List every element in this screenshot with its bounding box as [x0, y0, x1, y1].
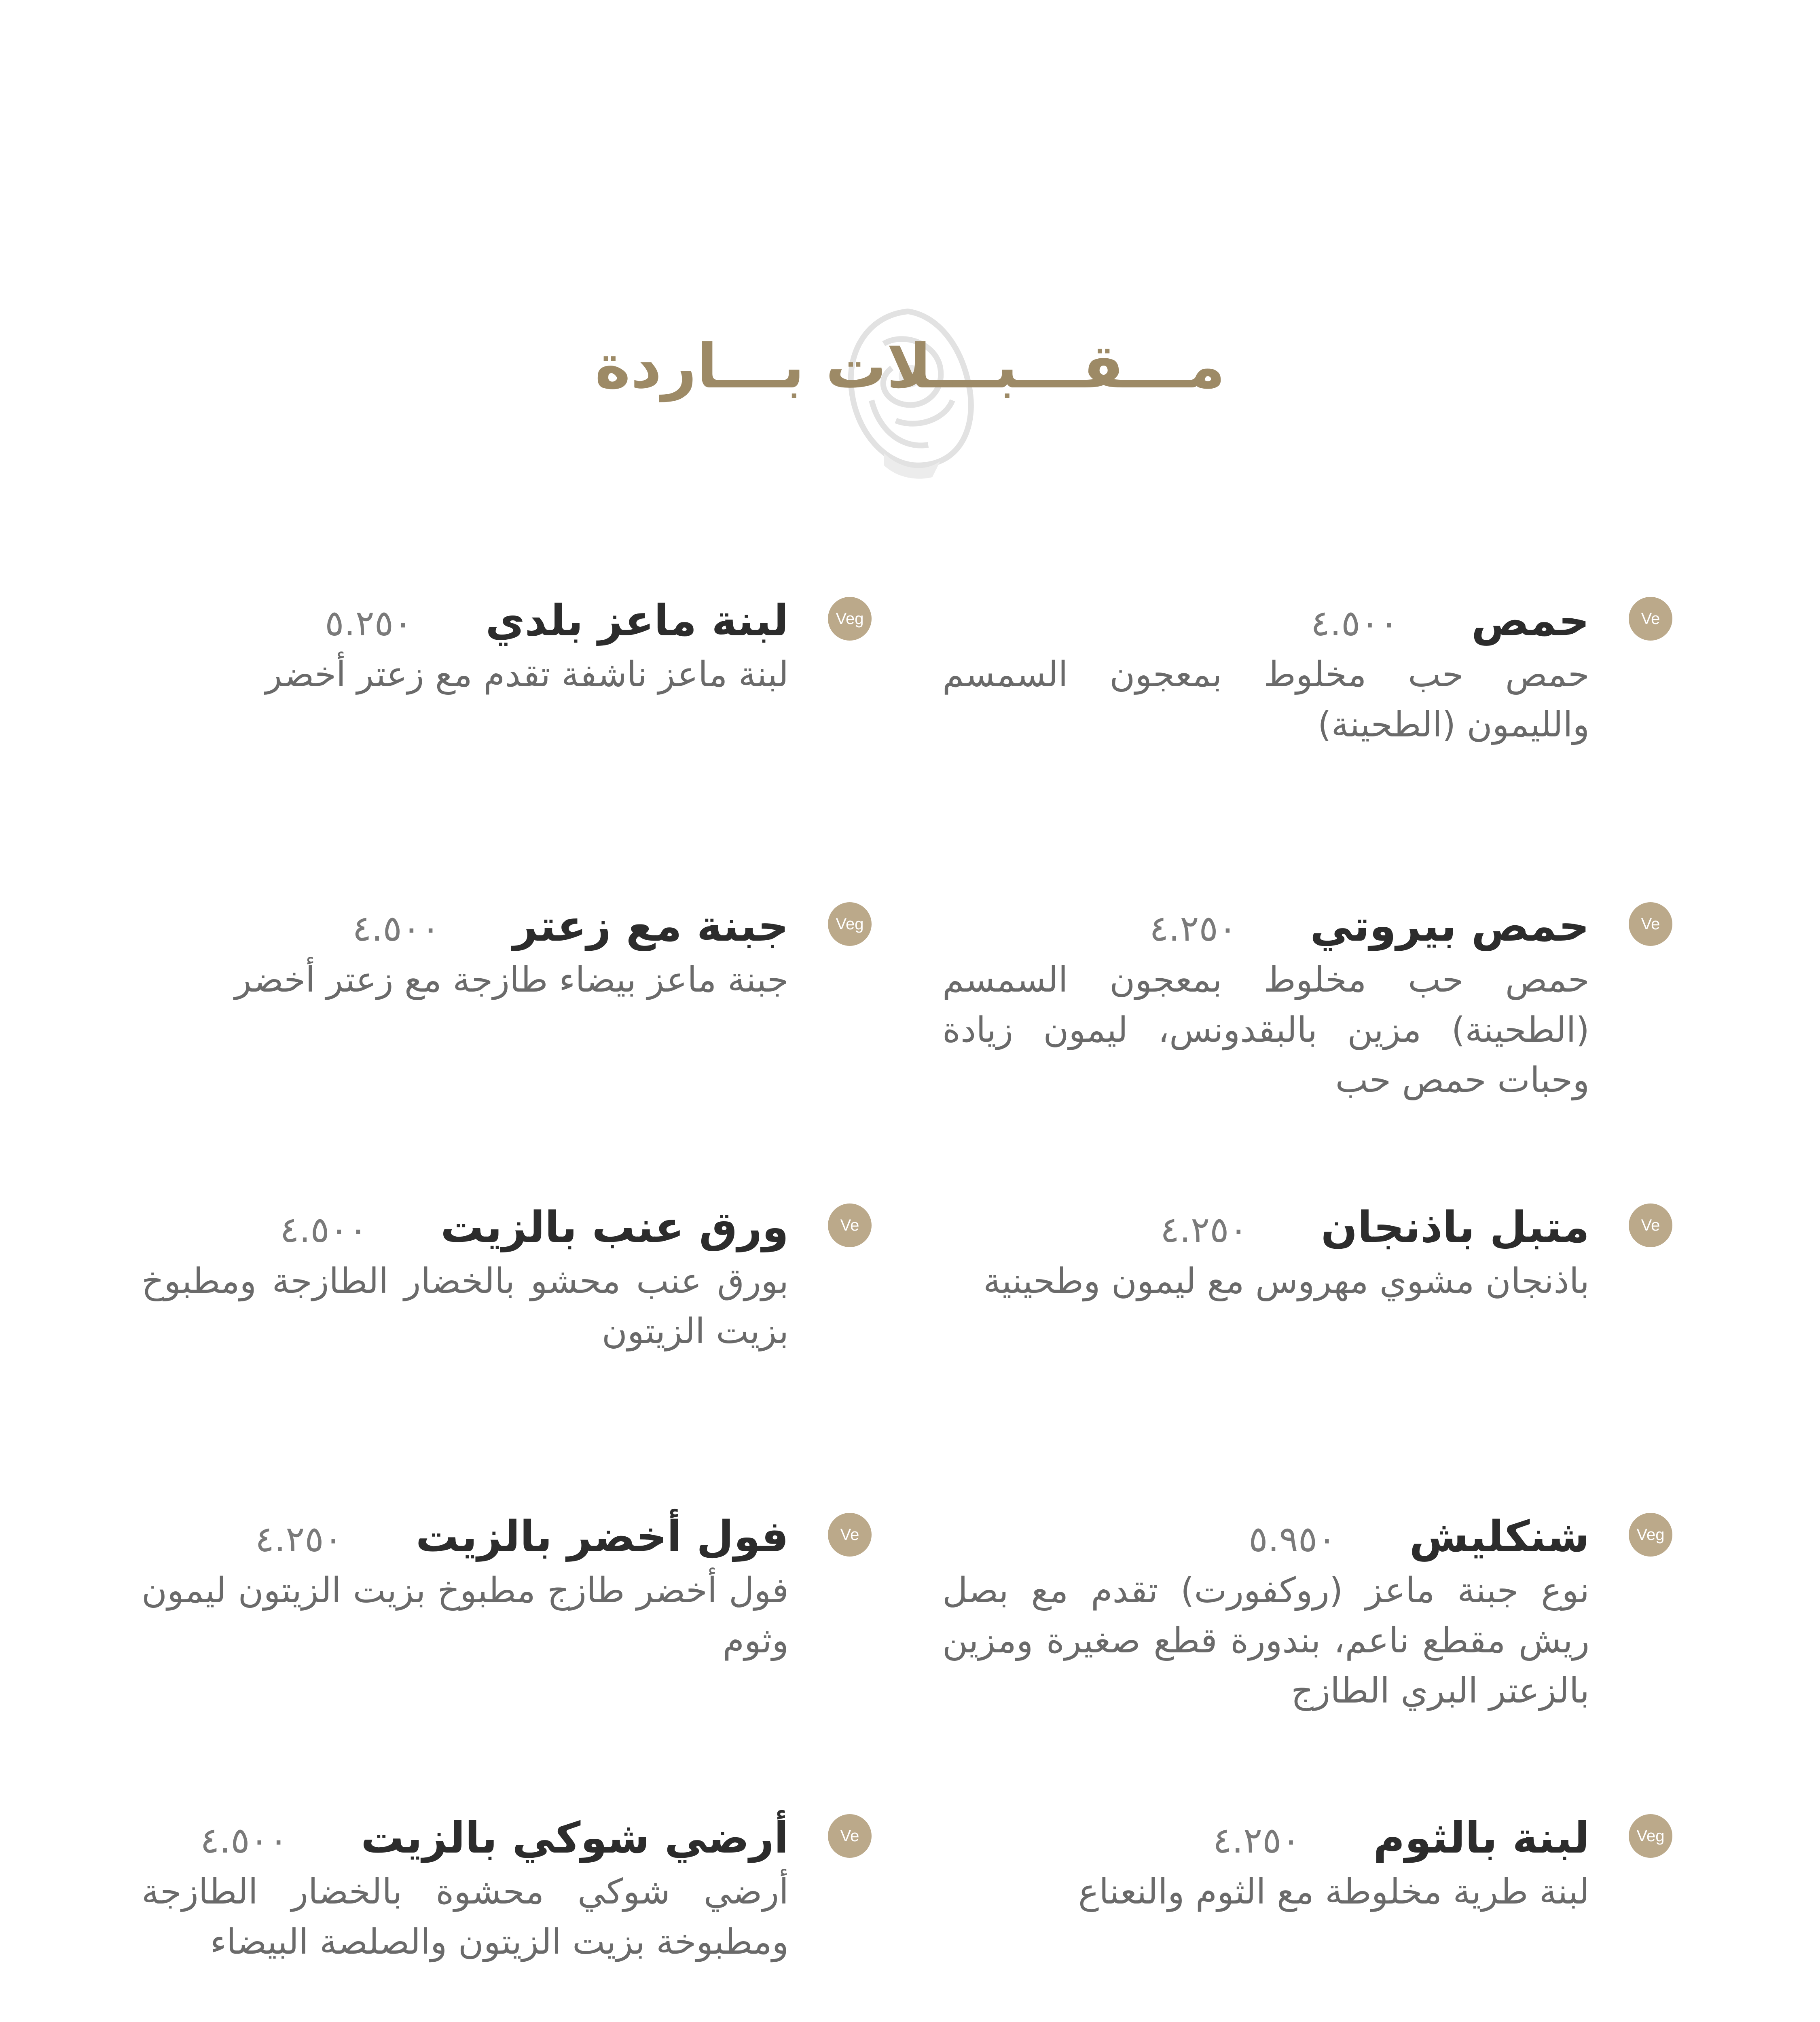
menu-item	[142, 900, 864, 1005]
menu-item	[142, 1510, 859, 1666]
menu-item	[142, 1201, 859, 1356]
item-price: ٤.٥٠٠	[280, 1209, 368, 1250]
menu-item	[142, 594, 864, 700]
item-name: جبنة مع زعتر	[513, 901, 789, 951]
item-description: أرضي شوكي محشوة بالخضار الطازجة ومطبوخة بزيت الزيتون والصلصة البيضاء	[142, 1872, 789, 1962]
menu-item	[942, 1510, 1665, 1716]
vegetarian-badge-icon: Veg	[1629, 1513, 1672, 1557]
item-description: بورق عنب محشو بالخضار الطازجة ومطبوخ بزيت الزيتون	[142, 1261, 789, 1352]
vegan-badge-icon: Ve	[828, 1814, 872, 1858]
item-name: متبل باذنجان	[1321, 1202, 1589, 1252]
vegetarian-badge-icon: Veg	[828, 902, 872, 946]
menu-item	[942, 1201, 1660, 1306]
item-name: ورق عنب بالزيت	[440, 1202, 789, 1252]
item-price: ٥.٩٥٠	[1249, 1518, 1337, 1560]
vegetarian-badge-icon: Veg	[1629, 1814, 1672, 1858]
item-price: ٤.٢٥٠	[255, 1518, 343, 1560]
vegan-badge-icon: Ve	[1629, 597, 1672, 641]
item-price: ٤.٢٥٠	[1160, 1209, 1248, 1250]
item-description: نوع جبنة ماعز (روكفورت) تقدم مع بصل ريش مقطع ناعم، بندورة قطع صغيرة ومزين بالزعتر البري الطازج	[942, 1570, 1589, 1711]
item-name: شنكليش	[1409, 1512, 1589, 1561]
item-name: أرضي شوكي بالزيت	[361, 1813, 789, 1863]
menu-item	[942, 1812, 1665, 1917]
page-title: مـــقـــبـــلات بـــاردة	[595, 332, 1225, 402]
item-name: لبنة بالثوم	[1373, 1813, 1589, 1863]
item-price: ٤.٥٠٠	[352, 907, 440, 949]
item-price: ٥.٢٥٠	[325, 602, 413, 644]
menu-item	[942, 594, 1660, 750]
item-name: حمص بيروتي	[1310, 901, 1589, 951]
item-name: حمص	[1471, 596, 1589, 645]
item-description: لبنة طرية مخلوطة مع الثوم والنعناع	[1078, 1872, 1589, 1912]
item-description: باذنجان مشوي مهروس مع ليمون وطحينية	[983, 1261, 1589, 1301]
item-description: فول أخضر طازج مطبوخ بزيت الزيتون ليمون وثوم	[142, 1570, 789, 1661]
item-price: ٤.٢٥٠	[1213, 1819, 1301, 1861]
item-description: حمص حب مخلوط بمعجون السمسم (الطحينة) مزين بالبقدونس، ليمون زيادة وحبات حمص حب	[942, 960, 1589, 1100]
item-price: ٤.٥٠٠	[1310, 602, 1399, 644]
vegan-badge-icon: Ve	[1629, 902, 1672, 946]
item-price: ٤.٥٠٠	[200, 1819, 288, 1861]
vegan-badge-icon: Ve	[828, 1513, 872, 1557]
vegan-badge-icon: Ve	[1629, 1203, 1672, 1247]
vegan-badge-icon: Ve	[828, 1203, 872, 1247]
item-description: لبنة ماعز ناشفة تقدم مع زعتر أخضر	[265, 654, 789, 695]
item-price: ٤.٢٥٠	[1149, 907, 1238, 949]
menu-item	[942, 900, 1660, 1105]
item-name: لبنة ماعز بلدي	[485, 596, 789, 645]
item-name: فول أخضر بالزيت	[415, 1512, 789, 1561]
menu-item	[142, 1812, 859, 1967]
item-description: حمص حب مخلوط بمعجون السمسم والليمون (الطحينة)	[942, 654, 1589, 745]
vegetarian-badge-icon: Veg	[828, 597, 872, 641]
item-description: جبنة ماعز بيضاء طازجة مع زعتر أخضر	[235, 960, 789, 1000]
